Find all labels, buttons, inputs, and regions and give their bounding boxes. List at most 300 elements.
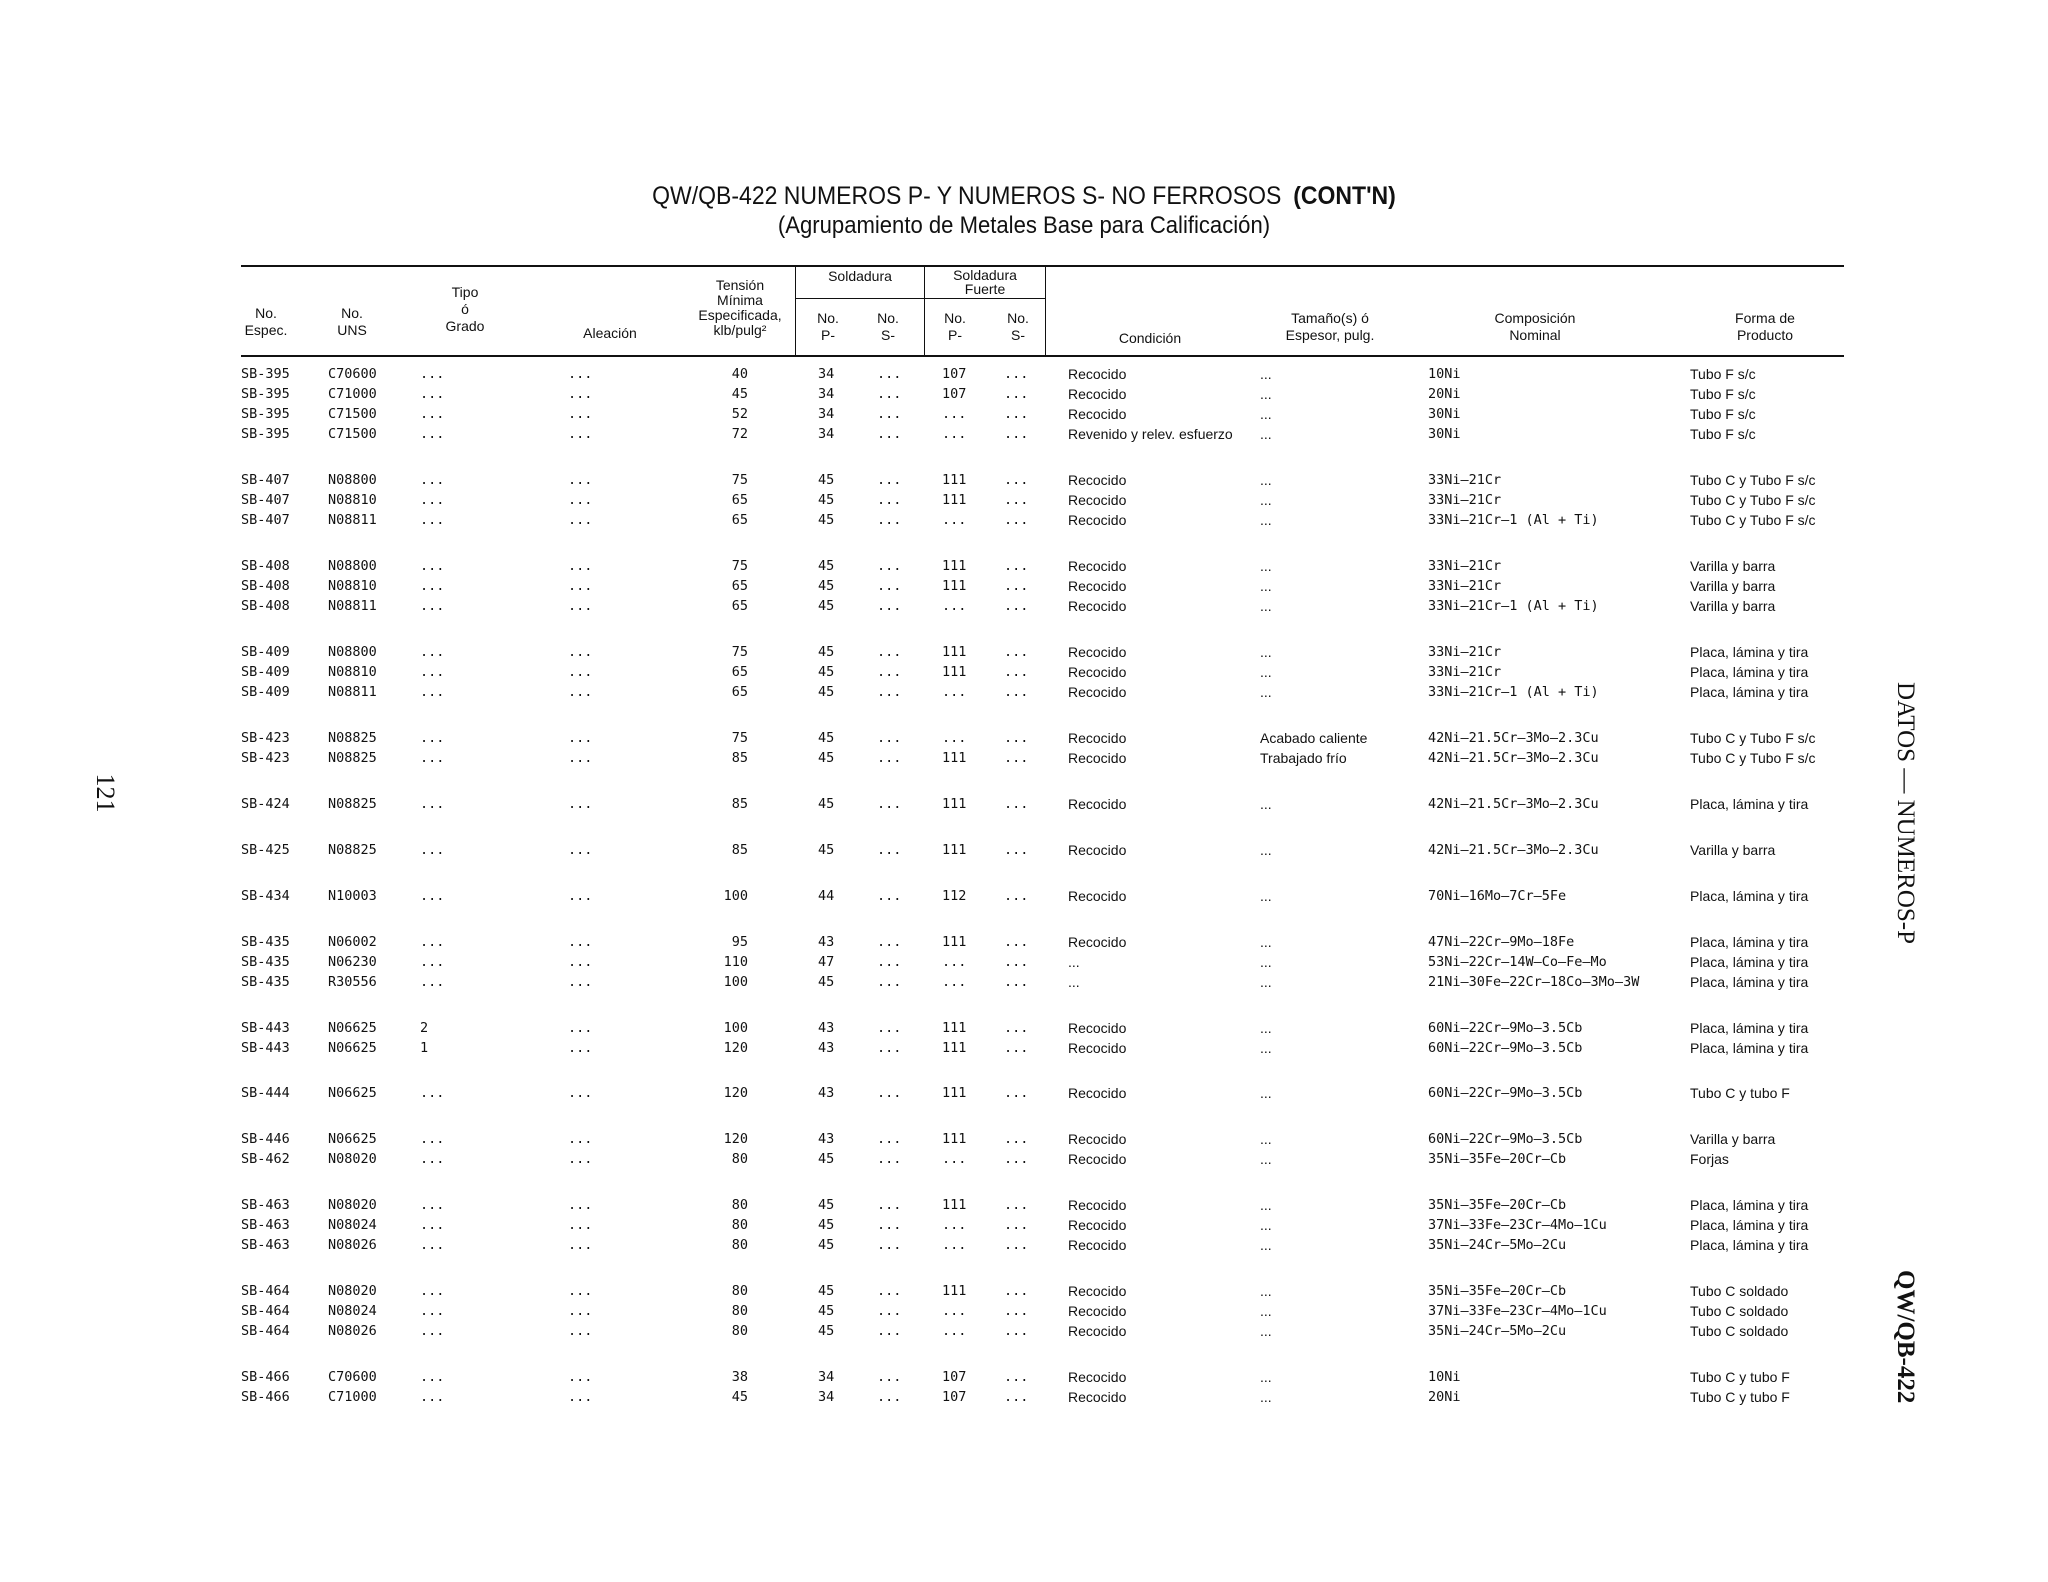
cell-spec: SB-408 [241, 598, 290, 614]
cell-composicion: 33Ni–21Cr–1 (Al + Ti) [1428, 512, 1599, 528]
cell-sold-s: ... [877, 1323, 902, 1339]
cell-fuerte-p: ... [942, 1237, 967, 1253]
cell-tipo: ... [420, 664, 445, 680]
cell-uns: N08810 [328, 578, 377, 594]
cell-condicion: Recocido [1068, 664, 1127, 680]
cell-forma: Tubo C y Tubo F s/c [1690, 512, 1816, 528]
cell-aleacion: ... [568, 1217, 593, 1233]
cell-fuerte-s: ... [1004, 512, 1029, 528]
cell-condicion: Recocido [1068, 796, 1127, 812]
cell-condicion: Recocido [1068, 1283, 1127, 1299]
cell-uns: C70600 [328, 1369, 377, 1385]
cell-condicion: Recocido [1068, 1040, 1127, 1056]
cell-sold-p: 45 [818, 664, 835, 680]
cell-forma: Tubo F s/c [1690, 406, 1756, 422]
cell-uns: N06230 [328, 954, 377, 970]
cell-aleacion: ... [568, 1131, 593, 1147]
cell-composicion: 33Ni–21Cr [1428, 492, 1502, 508]
cell-uns: N08825 [328, 796, 377, 812]
cell-fuerte-p: 107 [942, 366, 967, 382]
cell-condicion: Recocido [1068, 644, 1127, 660]
cell-tamano: ... [1260, 472, 1272, 488]
cell-spec: SB-444 [241, 1085, 290, 1101]
cell-forma: Placa, lámina y tira [1690, 664, 1809, 680]
cell-uns: C70600 [328, 366, 377, 382]
cell-fuerte-s: ... [1004, 888, 1029, 904]
cell-tamano: ... [1260, 1369, 1272, 1385]
cell-tamano: Trabajado frío [1260, 750, 1347, 766]
cell-aleacion: ... [568, 1303, 593, 1319]
cell-sold-p: 34 [818, 426, 835, 442]
cell-spec: SB-434 [241, 888, 290, 904]
cell-fuerte-s: ... [1004, 598, 1029, 614]
cell-fuerte-s: ... [1004, 406, 1029, 422]
cell-sold-p: 45 [818, 796, 835, 812]
cell-sold-s: ... [877, 1237, 902, 1253]
cell-forma: Varilla y barra [1690, 558, 1776, 574]
cell-fuerte-s: ... [1004, 492, 1029, 508]
header-no-espec: No. Espec. [244, 305, 288, 338]
cell-sold-s: ... [877, 1217, 902, 1233]
cell-sold-p: 45 [818, 1237, 835, 1253]
cell-forma: Tubo C y Tubo F s/c [1690, 730, 1816, 746]
cell-forma: Tubo C soldado [1690, 1283, 1789, 1299]
cell-sold-p: 34 [818, 1369, 835, 1385]
cell-aleacion: ... [568, 492, 593, 508]
cell-sold-s: ... [877, 1151, 902, 1167]
cell-fuerte-s: ... [1004, 1085, 1029, 1101]
cell-composicion: 60Ni–22Cr–9Mo–3.5Cb [1428, 1040, 1583, 1056]
cell-uns: N08800 [328, 558, 377, 574]
cell-composicion: 42Ni–21.5Cr–3Mo–2.3Cu [1428, 796, 1599, 812]
cell-forma: Tubo C y Tubo F s/c [1690, 472, 1816, 488]
cell-composicion: 42Ni–21.5Cr–3Mo–2.3Cu [1428, 750, 1599, 766]
cell-aleacion: ... [568, 426, 593, 442]
table-top-rule [241, 265, 1844, 267]
cell-fuerte-p: 111 [942, 492, 967, 508]
cell-tamano: ... [1260, 598, 1272, 614]
cell-aleacion: ... [568, 644, 593, 660]
cell-fuerte-p: 111 [942, 558, 967, 574]
cell-fuerte-p: 111 [942, 1085, 967, 1101]
title-main: QW/QB-422 NUMEROS P- Y NUMEROS S- NO FERROSOS [652, 182, 1282, 210]
cell-tamano: Acabado caliente [1260, 730, 1368, 746]
cell-fuerte-s: ... [1004, 1151, 1029, 1167]
cell-aleacion: ... [568, 934, 593, 950]
cell-sold-s: ... [877, 1389, 902, 1405]
cell-fuerte-s: ... [1004, 1217, 1029, 1233]
cell-sold-p: 43 [818, 1040, 835, 1056]
cell-uns: N08810 [328, 492, 377, 508]
cell-tamano: ... [1260, 954, 1272, 970]
cell-aleacion: ... [568, 1020, 593, 1036]
cell-fuerte-p: 107 [942, 386, 967, 402]
cell-fuerte-s: ... [1004, 684, 1029, 700]
cell-sold-p: 43 [818, 934, 835, 950]
cell-fuerte-p: 111 [942, 1283, 967, 1299]
cell-forma: Tubo F s/c [1690, 426, 1756, 442]
cell-sold-p: 45 [818, 558, 835, 574]
cell-fuerte-s: ... [1004, 558, 1029, 574]
header-tipo: Tipo ó Grado [445, 284, 485, 334]
cell-fuerte-p: ... [942, 974, 967, 990]
cell-tipo: ... [420, 1085, 445, 1101]
cell-condicion: Recocido [1068, 730, 1127, 746]
cell-sold-s: ... [877, 1040, 902, 1056]
cell-sold-s: ... [877, 492, 902, 508]
cell-tamano: ... [1260, 644, 1272, 660]
cell-uns: N08810 [328, 664, 377, 680]
cell-forma: Tubo C soldado [1690, 1323, 1789, 1339]
cell-spec: SB-443 [241, 1020, 290, 1036]
cell-fuerte-s: ... [1004, 664, 1029, 680]
cell-aleacion: ... [568, 472, 593, 488]
cell-tension: 75 [731, 730, 748, 746]
cell-fuerte-p: ... [942, 730, 967, 746]
header-no-uns: No. UNS [337, 305, 367, 338]
header-tension: Tensión Mínima Especificada, klb/pulg² [698, 277, 782, 338]
cell-condicion: Recocido [1068, 1131, 1127, 1147]
cell-tipo: ... [420, 1283, 445, 1299]
cell-fuerte-s: ... [1004, 974, 1029, 990]
cell-tamano: ... [1260, 386, 1272, 402]
cell-forma: Placa, lámina y tira [1690, 1020, 1809, 1036]
header-condicion: Condición [1118, 330, 1182, 346]
cell-sold-s: ... [877, 664, 902, 680]
cell-sold-p: 44 [818, 888, 835, 904]
cell-condicion: Recocido [1068, 406, 1127, 422]
cell-tipo: ... [420, 512, 445, 528]
title-suffix: (CONT'N) [1293, 182, 1396, 210]
cell-tipo: ... [420, 598, 445, 614]
cell-forma: Placa, lámina y tira [1690, 888, 1809, 904]
cell-tipo: ... [420, 558, 445, 574]
cell-uns: N08825 [328, 842, 377, 858]
cell-tension: 75 [731, 472, 748, 488]
cell-sold-s: ... [877, 1283, 902, 1299]
cell-condicion: Recocido [1068, 1217, 1127, 1233]
cell-composicion: 33Ni–21Cr [1428, 644, 1502, 660]
cell-tipo: ... [420, 684, 445, 700]
cell-sold-s: ... [877, 578, 902, 594]
cell-aleacion: ... [568, 974, 593, 990]
cell-uns: N08026 [328, 1237, 377, 1253]
cell-tension: 85 [731, 842, 748, 858]
cell-fuerte-s: ... [1004, 796, 1029, 812]
cell-spec: SB-446 [241, 1131, 290, 1147]
cell-tipo: ... [420, 1303, 445, 1319]
cell-forma: Placa, lámina y tira [1690, 1237, 1809, 1253]
cell-tipo: ... [420, 426, 445, 442]
cell-fuerte-s: ... [1004, 426, 1029, 442]
cell-condicion: Recocido [1068, 386, 1127, 402]
cell-tamano: ... [1260, 366, 1272, 382]
cell-aleacion: ... [568, 664, 593, 680]
cell-tension: 85 [731, 750, 748, 766]
cell-sold-s: ... [877, 730, 902, 746]
cell-composicion: 33Ni–21Cr–1 (Al + Ti) [1428, 598, 1599, 614]
cell-sold-p: 45 [818, 598, 835, 614]
cell-aleacion: ... [568, 842, 593, 858]
cell-fuerte-p: 111 [942, 1197, 967, 1213]
header-soldadura: Soldadura [828, 268, 892, 284]
cell-sold-s: ... [877, 684, 902, 700]
cell-forma: Tubo C y tubo F [1690, 1389, 1790, 1405]
soldadura-subrule [795, 298, 1045, 299]
cell-fuerte-p: 107 [942, 1369, 967, 1385]
cell-forma: Varilla y barra [1690, 842, 1776, 858]
cell-sold-s: ... [877, 644, 902, 660]
cell-fuerte-s: ... [1004, 730, 1029, 746]
cell-uns: N08811 [328, 512, 377, 528]
cell-sold-s: ... [877, 1369, 902, 1385]
cell-composicion: 35Ni–35Fe–20Cr–Cb [1428, 1197, 1567, 1213]
header-aleacion: Aleación [583, 325, 637, 341]
cell-aleacion: ... [568, 954, 593, 970]
cell-tension: 100 [723, 974, 748, 990]
cell-fuerte-p: 111 [942, 842, 967, 858]
cell-condicion: Recocido [1068, 750, 1127, 766]
cell-sold-p: 45 [818, 1151, 835, 1167]
cell-spec: SB-407 [241, 492, 290, 508]
cell-tipo: 2 [420, 1020, 429, 1036]
cell-spec: SB-409 [241, 644, 290, 660]
cell-tension: 75 [731, 558, 748, 574]
cell-aleacion: ... [568, 1389, 593, 1405]
cell-tamano: ... [1260, 796, 1272, 812]
cell-fuerte-s: ... [1004, 644, 1029, 660]
cell-spec: SB-463 [241, 1197, 290, 1213]
cell-sold-s: ... [877, 366, 902, 382]
cell-spec: SB-395 [241, 406, 290, 422]
cell-sold-s: ... [877, 406, 902, 422]
cell-spec: SB-395 [241, 366, 290, 382]
cell-tamano: ... [1260, 1151, 1272, 1167]
cell-tipo: ... [420, 1217, 445, 1233]
cell-composicion: 33Ni–21Cr [1428, 472, 1502, 488]
cell-tension: 65 [731, 512, 748, 528]
cell-tipo: ... [420, 644, 445, 660]
cell-tipo: ... [420, 366, 445, 382]
cell-condicion: Recocido [1068, 842, 1127, 858]
cell-sold-s: ... [877, 558, 902, 574]
header-sold-no-p: No. P- [817, 310, 839, 343]
cell-uns: C71500 [328, 426, 377, 442]
cell-fuerte-p: 111 [942, 1131, 967, 1147]
cell-aleacion: ... [568, 684, 593, 700]
cell-condicion: Recocido [1068, 578, 1127, 594]
cell-tension: 80 [731, 1283, 748, 1299]
cell-spec: SB-435 [241, 934, 290, 950]
cell-spec: SB-423 [241, 730, 290, 746]
cell-forma: Tubo F s/c [1690, 386, 1756, 402]
cell-tension: 120 [723, 1131, 748, 1147]
cell-tamano: ... [1260, 578, 1272, 594]
cell-fuerte-p: 111 [942, 664, 967, 680]
cell-condicion: Recocido [1068, 684, 1127, 700]
cell-tension: 45 [731, 1389, 748, 1405]
cell-uns: N08800 [328, 472, 377, 488]
cell-spec: SB-395 [241, 386, 290, 402]
page-number: 121 [91, 773, 120, 813]
header-tamano: Tamaño(s) ó Espesor, pulg. [1285, 310, 1375, 343]
cell-tension: 65 [731, 492, 748, 508]
cell-fuerte-p: 111 [942, 578, 967, 594]
cell-sold-s: ... [877, 472, 902, 488]
cell-fuerte-s: ... [1004, 1323, 1029, 1339]
cell-tamano: ... [1260, 1283, 1272, 1299]
cell-tipo: 1 [420, 1040, 429, 1056]
cell-condicion: Recocido [1068, 492, 1127, 508]
cell-condicion: Recocido [1068, 1303, 1127, 1319]
cell-condicion: Recocido [1068, 472, 1127, 488]
cell-tamano: ... [1260, 664, 1272, 680]
cell-uns: N06625 [328, 1131, 377, 1147]
cell-spec: SB-408 [241, 578, 290, 594]
cell-sold-p: 45 [818, 1323, 835, 1339]
cell-tension: 85 [731, 796, 748, 812]
cell-fuerte-s: ... [1004, 472, 1029, 488]
cell-forma: Tubo C y Tubo F s/c [1690, 492, 1816, 508]
cell-tipo: ... [420, 1197, 445, 1213]
cell-tension: 80 [731, 1237, 748, 1253]
cell-forma: Placa, lámina y tira [1690, 796, 1809, 812]
side-title-bottom: QW/QB-422 [1892, 1270, 1919, 1404]
cell-uns: N06625 [328, 1085, 377, 1101]
cell-forma: Placa, lámina y tira [1690, 974, 1809, 990]
cell-aleacion: ... [568, 1369, 593, 1385]
cell-condicion: Recocido [1068, 1151, 1127, 1167]
header-sold-no-s: No. S- [877, 310, 899, 343]
cell-spec: SB-464 [241, 1283, 290, 1299]
cell-sold-p: 47 [818, 954, 835, 970]
cell-composicion: 47Ni–22Cr–9Mo–18Fe [1428, 934, 1575, 950]
cell-tamano: ... [1260, 1197, 1272, 1213]
cell-tamano: ... [1260, 426, 1272, 442]
cell-spec: SB-463 [241, 1237, 290, 1253]
cell-sold-p: 45 [818, 512, 835, 528]
cell-spec: SB-395 [241, 426, 290, 442]
cell-condicion: Recocido [1068, 1369, 1127, 1385]
cell-uns: N08811 [328, 684, 377, 700]
cell-composicion: 60Ni–22Cr–9Mo–3.5Cb [1428, 1131, 1583, 1147]
cell-sold-p: 45 [818, 644, 835, 660]
header-forma: Forma de Producto [1735, 310, 1795, 343]
cell-uns: C71000 [328, 1389, 377, 1405]
header-bottom-rule [241, 355, 1844, 357]
cell-condicion: Recocido [1068, 512, 1127, 528]
cell-aleacion: ... [568, 406, 593, 422]
cell-condicion: Recocido [1068, 366, 1127, 382]
cell-fuerte-p: 111 [942, 934, 967, 950]
cell-tipo: ... [420, 954, 445, 970]
cell-condicion: Revenido y relev. esfuerzo [1068, 426, 1233, 442]
cell-aleacion: ... [568, 1323, 593, 1339]
cell-tension: 65 [731, 684, 748, 700]
cell-fuerte-p: ... [942, 684, 967, 700]
cell-spec: SB-463 [241, 1217, 290, 1233]
cell-forma: Placa, lámina y tira [1690, 684, 1809, 700]
cell-sold-p: 34 [818, 406, 835, 422]
cell-tension: 100 [723, 888, 748, 904]
cell-sold-s: ... [877, 954, 902, 970]
cell-tension: 52 [731, 406, 748, 422]
cell-composicion: 37Ni–33Fe–23Cr–4Mo–1Cu [1428, 1303, 1607, 1319]
cell-uns: N08024 [328, 1303, 377, 1319]
cell-spec: SB-423 [241, 750, 290, 766]
cell-condicion: Recocido [1068, 558, 1127, 574]
cell-condicion: Recocido [1068, 1020, 1127, 1036]
cell-spec: SB-466 [241, 1369, 290, 1385]
cell-uns: N08825 [328, 750, 377, 766]
cell-fuerte-s: ... [1004, 1237, 1029, 1253]
cell-aleacion: ... [568, 750, 593, 766]
cell-condicion: Recocido [1068, 888, 1127, 904]
cell-uns: R30556 [328, 974, 377, 990]
cell-tipo: ... [420, 492, 445, 508]
cell-sold-p: 43 [818, 1020, 835, 1036]
cell-fuerte-p: 111 [942, 472, 967, 488]
cell-composicion: 20Ni [1428, 386, 1461, 402]
cell-fuerte-p: 111 [942, 1020, 967, 1036]
cell-tension: 75 [731, 644, 748, 660]
cell-sold-s: ... [877, 974, 902, 990]
cell-uns: N06625 [328, 1020, 377, 1036]
cell-tamano: ... [1260, 1217, 1272, 1233]
cell-sold-p: 34 [818, 366, 835, 382]
cell-fuerte-s: ... [1004, 1303, 1029, 1319]
cell-fuerte-p: ... [942, 1303, 967, 1319]
cell-composicion: 33Ni–21Cr [1428, 558, 1502, 574]
cell-uns: N10003 [328, 888, 377, 904]
cell-fuerte-p: ... [942, 598, 967, 614]
cell-composicion: 70Ni–16Mo–7Cr–5Fe [1428, 888, 1567, 904]
cell-tamano: ... [1260, 1131, 1272, 1147]
cell-tamano: ... [1260, 406, 1272, 422]
cell-sold-p: 34 [818, 1389, 835, 1405]
cell-tipo: ... [420, 730, 445, 746]
cell-forma: Tubo C soldado [1690, 1303, 1789, 1319]
cell-aleacion: ... [568, 1040, 593, 1056]
cell-tamano: ... [1260, 934, 1272, 950]
cell-spec: SB-466 [241, 1389, 290, 1405]
cell-composicion: 53Ni–22Cr–14W–Co–Fe–Mo [1428, 954, 1607, 970]
cell-fuerte-p: ... [942, 512, 967, 528]
cell-tension: 80 [731, 1151, 748, 1167]
cell-uns: N06625 [328, 1040, 377, 1056]
cell-composicion: 33Ni–21Cr–1 (Al + Ti) [1428, 684, 1599, 700]
cell-aleacion: ... [568, 558, 593, 574]
cell-tipo: ... [420, 934, 445, 950]
page-title [82, 182, 1966, 211]
cell-sold-s: ... [877, 1131, 902, 1147]
cell-tension: 100 [723, 1020, 748, 1036]
cell-sold-p: 45 [818, 472, 835, 488]
cell-condicion: Recocido [1068, 1389, 1127, 1405]
cell-sold-p: 45 [818, 1197, 835, 1213]
cell-uns: C71000 [328, 386, 377, 402]
cell-tamano: ... [1260, 492, 1272, 508]
cell-tension: 40 [731, 366, 748, 382]
cell-forma: Placa, lámina y tira [1690, 934, 1809, 950]
cell-sold-p: 45 [818, 750, 835, 766]
cell-fuerte-s: ... [1004, 1389, 1029, 1405]
cell-fuerte-p: ... [942, 1323, 967, 1339]
cell-uns: N08020 [328, 1151, 377, 1167]
cell-condicion: Recocido [1068, 598, 1127, 614]
cell-forma: Placa, lámina y tira [1690, 1040, 1809, 1056]
cell-aleacion: ... [568, 1197, 593, 1213]
